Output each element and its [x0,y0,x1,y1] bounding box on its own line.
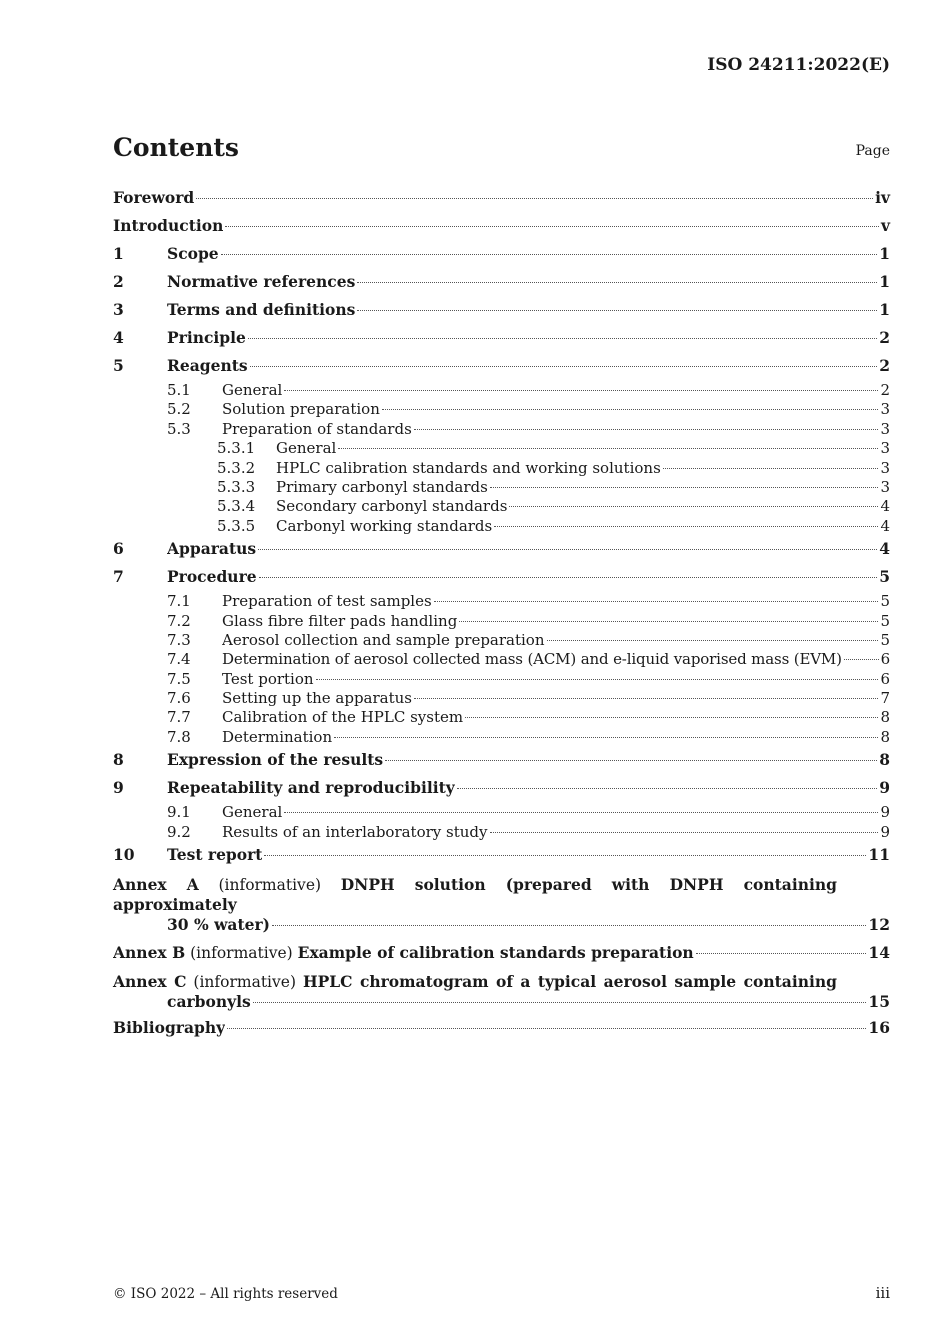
toc-entry-section-4[interactable]: 4 Principle 2 [113,328,890,347]
toc-entry-section-9[interactable]: 9 Repeatability and reproducibility 9 [113,778,890,798]
toc-entry-section-5[interactable]: 5 Reagents 2 [113,356,890,375]
page-number: iii [875,1284,890,1302]
toc-entry-5-2[interactable]: 5.2 Solution preparation 3 [167,400,890,419]
toc-entry-section-8[interactable]: 8 Expression of the results 8 [113,750,890,770]
toc-entry-bibliography[interactable]: Bibliography 16 [113,1018,890,1038]
toc-entry-7-5[interactable]: 7.5 Test portion 6 [167,669,890,688]
toc-entry-section-10[interactable]: 10 Test report 11 [113,845,890,865]
toc-entry-annex-b[interactable]: Annex B (informative) Example of calibration standards preparation 14 [113,943,890,963]
toc-entry-7-6[interactable]: 7.6 Setting up the apparatus 7 [167,689,890,708]
toc-entry-section-7[interactable]: 7 Procedure 5 [113,567,890,587]
toc-entry-5-1[interactable]: 5.1 General 2 [167,381,890,399]
toc-entry-7-1[interactable]: 7.1 Preparation of test samples 5 [167,592,890,611]
table-of-contents [113,185,890,1043]
page-column-label: Page [855,143,890,159]
toc-entry-5-3-3[interactable]: 5.3.3 Primary carbonyl standards 3 [217,477,890,496]
document-id: ISO 24211:2022(E) [707,55,890,75]
toc-entry-9-2[interactable]: 9.2 Results of an interlaboratory study 9 [167,822,890,841]
toc-entry-7-2[interactable]: 7.2 Glass fibre filter pads handling 5 [167,611,890,630]
toc-entry-7-3[interactable]: 7.3 Aerosol collection and sample preparation 5 [167,630,890,649]
copyright-notice: © ISO 2022 – All rights reserved [113,1286,338,1302]
toc-entry-5-3-2[interactable]: 5.3.2 HPLC calibration standards and working solutions 3 [217,458,890,477]
toc-entry-7-8[interactable]: 7.8 Determination 8 [167,727,890,746]
toc-entry-section-2[interactable]: 2 Normative references 1 [113,272,890,291]
toc-entry-7-4[interactable]: 7.4 Determination of aerosol collected mass (ACM) and e-liquid vaporised mass (EVM) 6 [167,650,890,669]
toc-entry-5-3-1[interactable]: 5.3.1 General 3 [217,439,890,458]
toc-entry-5-3[interactable]: 5.3 Preparation of standards 3 [167,419,890,438]
toc-entry-5-3-5[interactable]: 5.3.5 Carbonyl working standards 4 [217,516,890,535]
toc-entry-section-6[interactable]: 6 Apparatus 4 [113,539,890,559]
contents-heading: Contents [113,133,240,162]
toc-entry-introduction[interactable]: Introduction v [113,216,890,235]
toc-entry-section-1[interactable]: 1 Scope 1 [113,244,890,263]
toc-entry-7-7[interactable]: 7.7 Calibration of the HPLC system 8 [167,708,890,727]
toc-entry-section-3[interactable]: 3 Terms and definitions 1 [113,300,890,319]
toc-entry-9-1[interactable]: 9.1 General 9 [167,803,890,822]
toc-entry-5-3-4[interactable]: 5.3.4 Secondary carbonyl standards 4 [217,497,890,516]
toc-entry-annex-c[interactable]: Annex C (informative) HPLC chromatogram of a typical aerosol sample containing carbonyls 15 [113,972,890,1012]
toc-entry-annex-a[interactable]: Annex A (informative) DNPH solution (prepared with DNPH containing approximately 30 % water) 12 [113,875,890,935]
toc-entry-foreword[interactable]: Foreword iv [113,188,890,207]
